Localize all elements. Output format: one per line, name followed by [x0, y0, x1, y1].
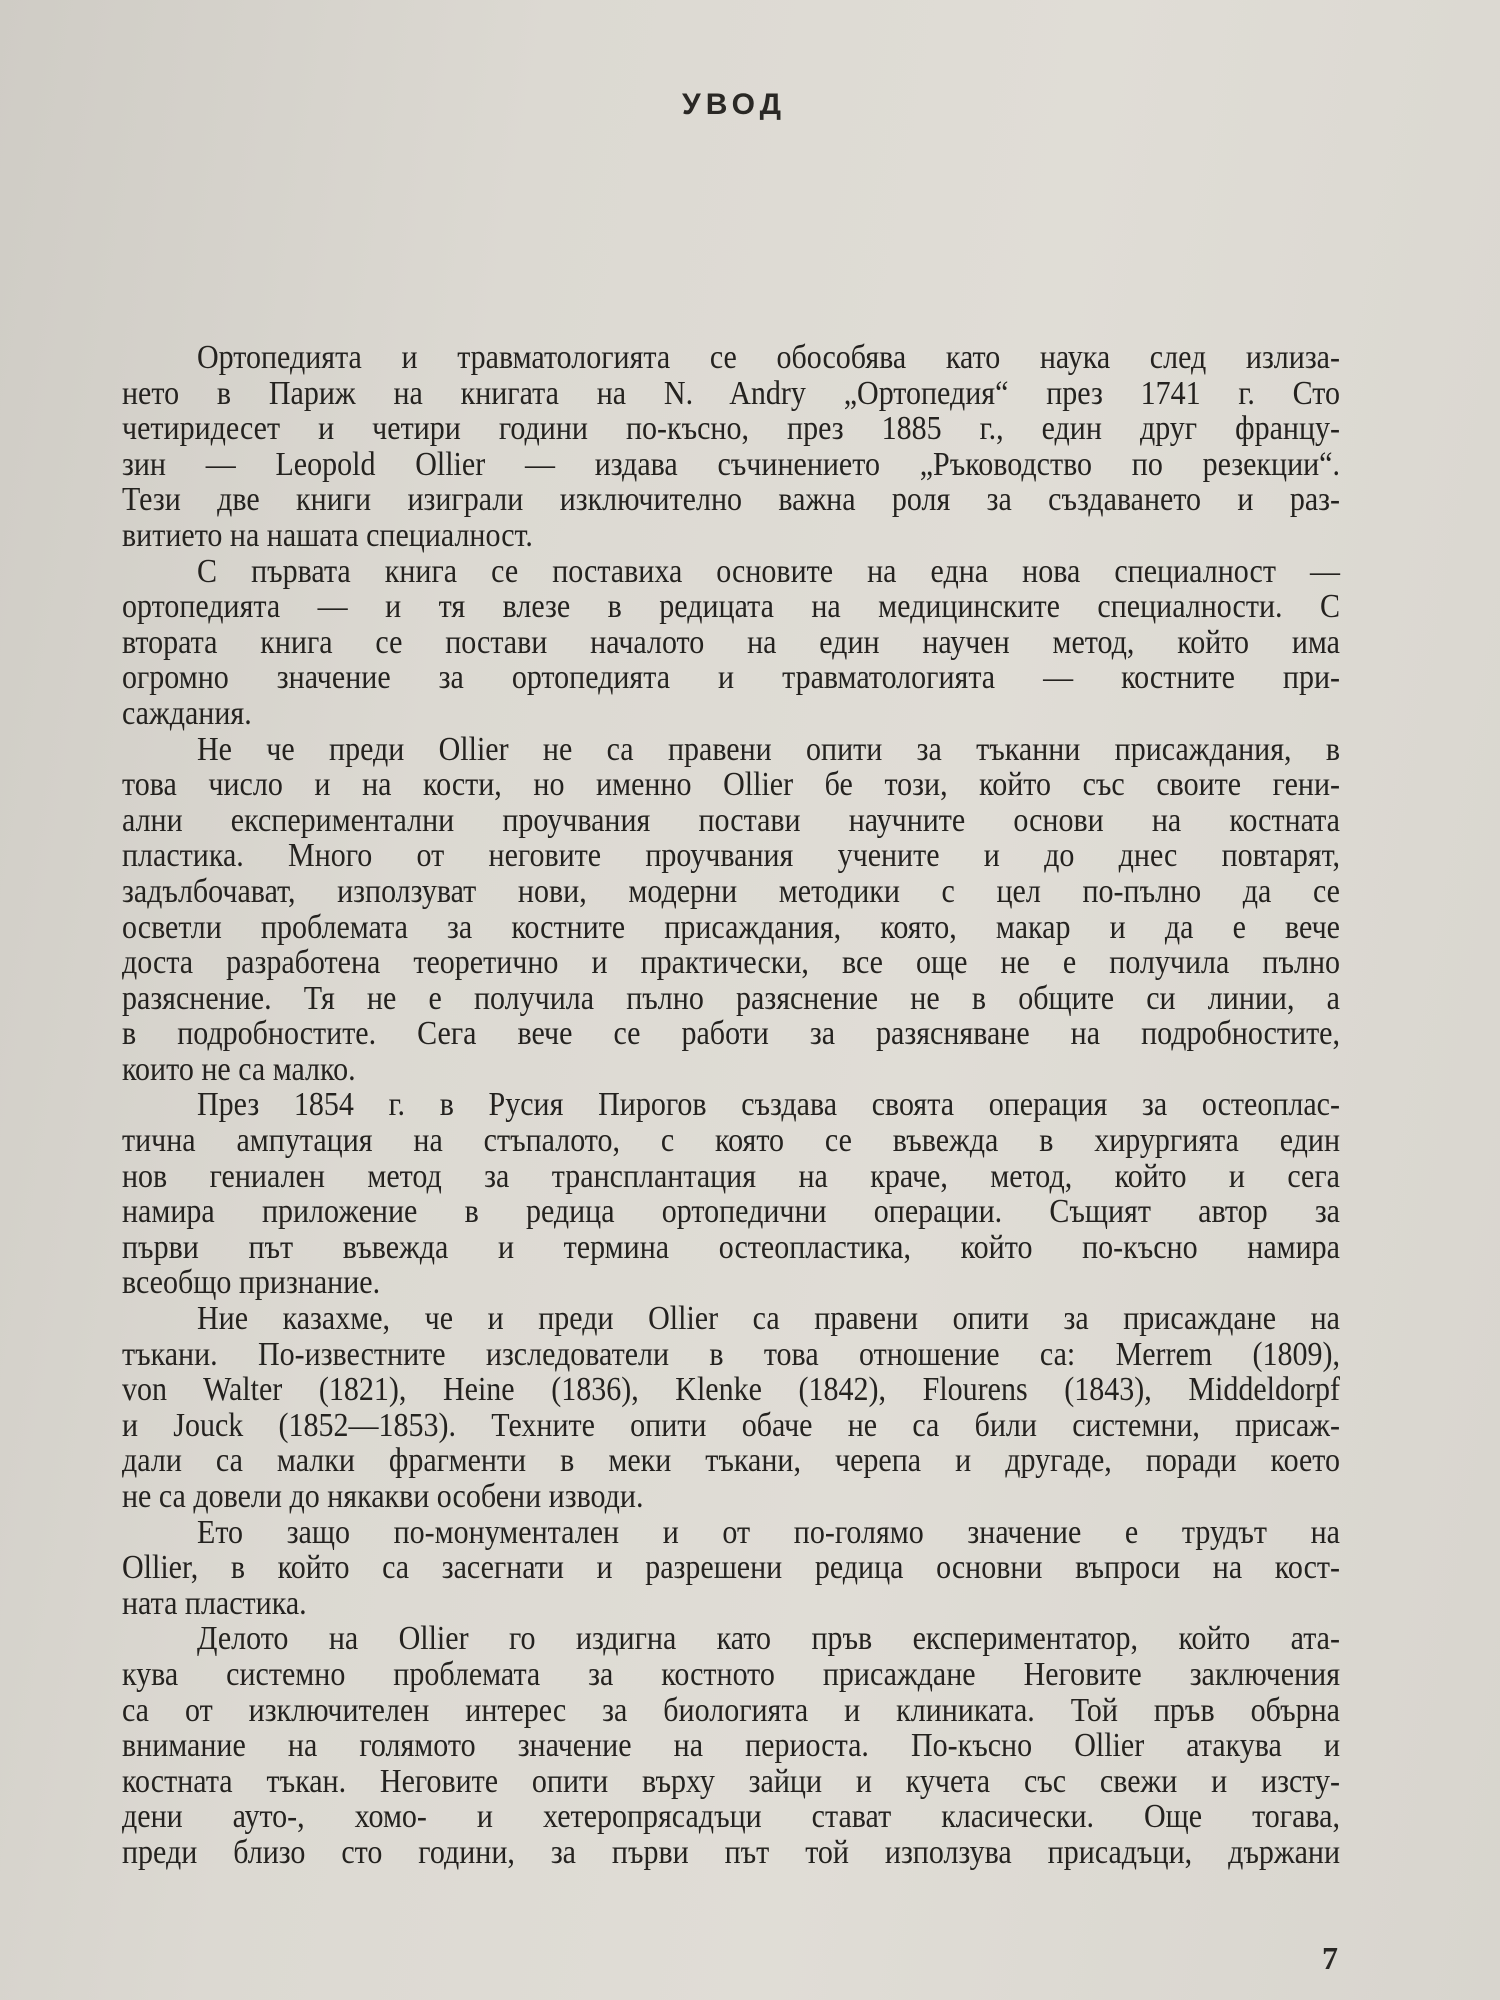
text-line: дали са малки фрагменти в меки тъкани, черепа и другаде, поради което [122, 1442, 1340, 1480]
paragraph [122, 1621, 1340, 1870]
text-line: тична ампутация на стъпалото, с която се въвежда в хирургията един [122, 1122, 1340, 1160]
text-line: През 1854 г. в Русия Пирогов създава своята операция за остеоплас- [197, 1086, 1340, 1124]
text-line: ални експериментални проучвания постави научните основи на костната [122, 801, 1340, 839]
text-line: втората книга се постави началото на един научен метод, който има [122, 623, 1340, 661]
text-line: саждания. [122, 694, 252, 732]
chapter-title: УВОД [682, 88, 786, 121]
text-line: в подробностите. Сега вече се работи за разясняване на подробностите, [122, 1015, 1340, 1053]
text-line: дени ауто-, хомо- и хетеропрясадъци стават класически. Още тогава, [122, 1798, 1340, 1836]
text-line: костната тъкан. Неговите опити върху зайци и кучета със свежи и изсту- [122, 1762, 1340, 1800]
paragraph [122, 1515, 1340, 1622]
text-line: Ето защо по-монументален и от по-голямо значение е трудът на [197, 1513, 1340, 1551]
text-line: огромно значение за ортопедията и травматологията — костните при- [122, 659, 1340, 697]
paragraph [122, 554, 1340, 732]
text-line: кува системно проблемата за костното присаждане Неговите заключения [122, 1655, 1340, 1693]
text-line: разяснение. Тя не е получила пълно разяснение не в общите си линии, а [122, 979, 1340, 1017]
text-line: витието на нашата специалност. [122, 516, 533, 554]
paragraph [122, 732, 1340, 1088]
text-line: Тези две книги изиграли изключително важна роля за създаването и раз- [122, 481, 1340, 519]
text-line: които не са малко. [122, 1050, 356, 1088]
page-number: 7 [1322, 1940, 1338, 1976]
text-line: всеобщо признание. [122, 1264, 381, 1302]
text-line: Ние казахме, че и преди Ollier са правени опити за присаждане на [197, 1300, 1340, 1337]
text-line: внимание на голямото значение на периоста. По-късно Ollier атакува и [122, 1727, 1340, 1765]
text-line: Делото на Ollier го издигна като пръв експериментатор, който ата- [197, 1620, 1340, 1658]
text-line: задълбочават, използуват нови, модерни методики с цел по-пълно да се [122, 872, 1340, 910]
text-line: четиридесет и четири години по-късно, през 1885 г., един друг францу- [122, 410, 1340, 448]
text-line: нето в Париж на книгата на N. Andry „Ортопедия“ през 1741 г. Сто [122, 374, 1340, 412]
text-line: преди близо сто години, за първи път той използува присадъци, държани [122, 1833, 1340, 1871]
text-line: Ollier, в който са засегнати и разрешени редица основни въпроси на кост- [122, 1549, 1340, 1587]
text-line: Ортопедията и травматологията се обособява като наука след излиза- [197, 338, 1340, 376]
text-line: Не че преди Ollier не са правени опити за тъканни присаждания, в [197, 730, 1340, 768]
text-line: ната пластика. [122, 1584, 307, 1622]
paragraph [122, 1301, 1340, 1515]
text-line: и Jouck (1852—1853). Техните опити обаче не са били системни, присаж- [122, 1406, 1340, 1444]
text-line: първи път въвежда и термина остеопластика, който по-късно намира [122, 1228, 1340, 1266]
text-line: тъкани. По-известните изследователи в това отношение са: Merrem (1809), [122, 1335, 1340, 1373]
text-line: намира приложение в редица ортопедични операции. Същият автор за [122, 1193, 1340, 1231]
text-line: осветли проблемата за костните присаждания, която, макар и да е вече [122, 908, 1340, 946]
text-line: пластика. Много от неговите проучвания учените и до днес повтарят, [122, 837, 1340, 875]
paragraph [122, 340, 1340, 554]
paragraph [122, 1087, 1340, 1301]
text-line: са от изключителен интерес за биологията и клиниката. Той пръв обърна [122, 1691, 1340, 1729]
text-line: нов гениален метод за трансплантация на краче, метод, който и сега [122, 1157, 1340, 1195]
text-line: von Walter (1821), Heine (1836), Klenke (1842), Flourens (1843), Middeldorpf [122, 1371, 1340, 1409]
text-line: не са довели до някакви особени изводи. [122, 1477, 644, 1515]
text-line: доста разработена теоретично и практически, все още не е получила пълно [122, 944, 1340, 982]
text-line: С първата книга се поставиха основите на една нова специалност — [197, 552, 1340, 590]
text-line: това число и на кости, но именно Ollier бе този, който със своите гени- [122, 766, 1340, 804]
body-text [122, 340, 1340, 1871]
text-line: ортопедията — и тя влезе в редицата на медицинските специалности. С [122, 588, 1340, 626]
text-line: зин — Leopold Ollier — издава съчинението „Ръководство по резекции“. [122, 445, 1340, 483]
